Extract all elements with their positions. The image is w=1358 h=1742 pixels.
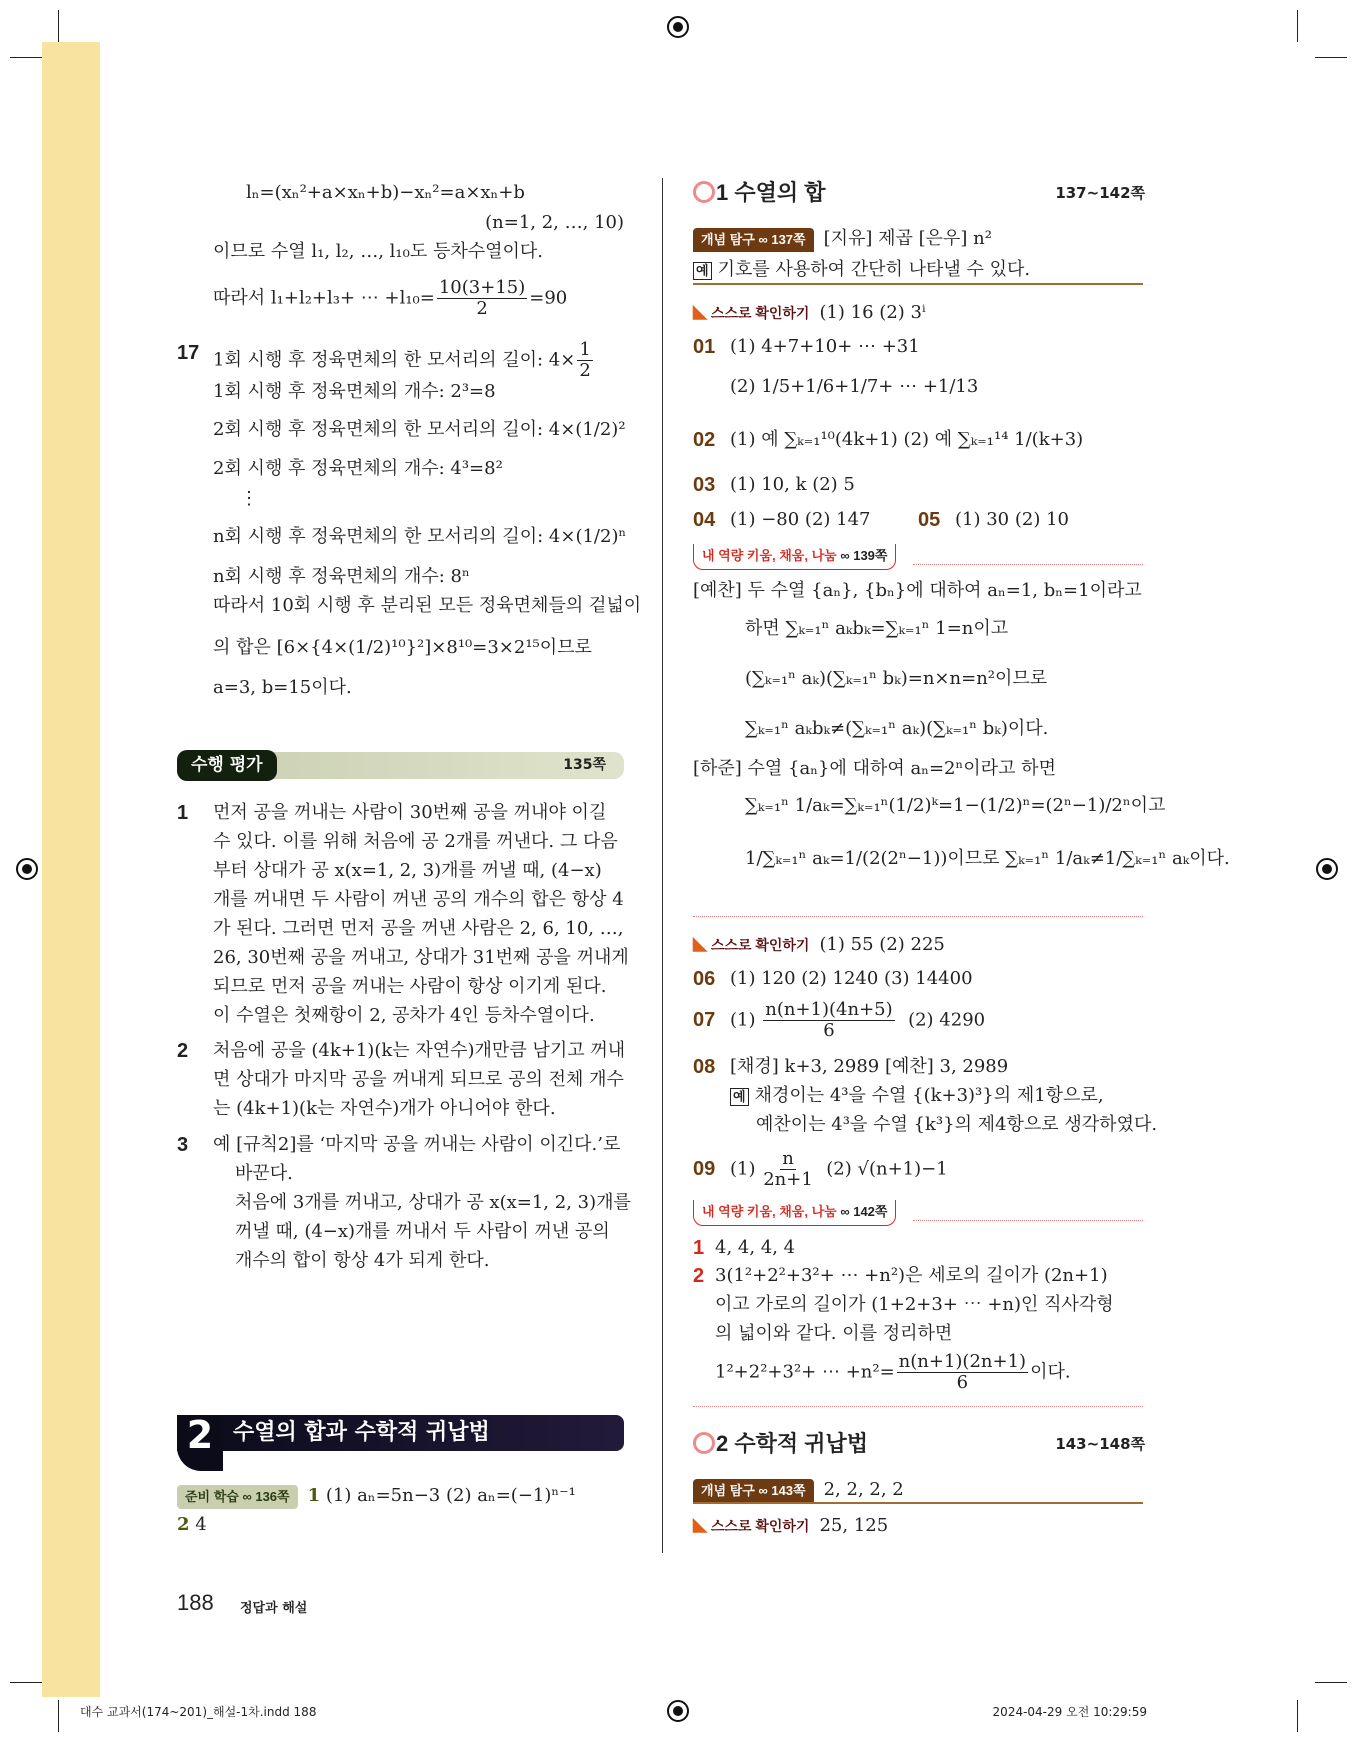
self-check	[693, 932, 945, 958]
assessment-line: 가 된다. 그러면 먼저 공을 꺼낸 사람은 2, 6, 10, …,	[213, 918, 624, 939]
assessment-line: 개수의 합이 항상 4가 되게 한다.	[235, 1250, 490, 1271]
assessment-line: 부터 상대가 공 x(x=1, 2, 3)개를 꺼낼 때, (4−x)	[213, 860, 602, 881]
concept-text: 2, 2, 2, 2	[823, 1479, 904, 1500]
assessment-line: 26, 30번째 공을 꺼내고, 상대가 31번째 공을 꺼내게	[213, 947, 629, 968]
crop-mark	[1315, 57, 1347, 58]
answer-text: (1) aₙ=5n−3 (2) aₙ=(−1)ⁿ⁻¹	[325, 1485, 576, 1506]
assessment-line: 먼저 공을 꺼내는 사람이 30번째 공을 꺼내야 이길	[213, 802, 607, 823]
sum-prefix: 따라서 l₁+l₂+l₃+ ⋯ +l₁₀=	[213, 287, 435, 309]
question-number: 09	[693, 1158, 716, 1180]
competency-line: (∑ₖ₌₁ⁿ aₖ)(∑ₖ₌₁ⁿ bₖ)=n×n=n²이므로	[745, 668, 1048, 689]
vertical-ellipsis: ⋮	[240, 488, 258, 509]
sum-result: =90	[529, 287, 568, 309]
section-title	[693, 1429, 868, 1459]
section-pages: 137~142쪽	[1055, 184, 1145, 202]
competency-box-header	[693, 1200, 1143, 1230]
competency-page: ∞ 139쪽	[840, 548, 888, 563]
question-number: 2	[177, 1040, 189, 1062]
q17-line: 1회 시행 후 정육면체의 개수: 2³=8	[213, 381, 496, 402]
q17-line: n회 시행 후 정육면체의 한 모서리의 길이: 4×(1/2)ⁿ	[213, 526, 627, 547]
competency-label: 내 역량 키움, 채움, 나눔	[702, 1204, 837, 1219]
assessment-line: 수 있다. 이를 위해 처음에 공 2개를 꺼낸다. 그 다음	[213, 831, 618, 852]
dotted-line	[913, 1220, 1143, 1221]
competency-box-header	[693, 544, 1143, 574]
example-badge: 예	[693, 262, 712, 280]
answer	[730, 1083, 1104, 1109]
q17-line: 따라서 10회 시행 후 분리된 모든 정육면체들의 겉넓이	[213, 595, 642, 616]
page-number: 188	[177, 1590, 214, 1615]
assessment-line: 면 상대가 마지막 공을 꺼내게 되므로 공의 전체 개수	[213, 1069, 624, 1090]
q17-line: 2회 시행 후 정육면체의 개수: 4³=8²	[213, 458, 503, 479]
competency-line: [예찬] 두 수열 {aₙ}, {bₙ}에 대하여 aₙ=1, bₙ=1이라고	[693, 580, 1142, 601]
assessment-line: 는 (4k+1)(k는 자연수)개가 아니어야 한다.	[213, 1098, 556, 1119]
registration-mark-icon	[16, 858, 38, 880]
assessment-line: 바꾼다.	[235, 1163, 293, 1184]
assessment-line: 꺼낼 때, (4−x)개를 꺼내서 두 사람이 꺼낸 공의	[235, 1221, 610, 1242]
denominator: 6	[823, 1020, 835, 1041]
question-number: 02	[693, 429, 716, 451]
column-divider	[662, 178, 663, 1553]
ln-range: (n=1, 2, …, 10)	[485, 212, 624, 233]
competency-label: 내 역량 키움, 채움, 나눔	[702, 548, 837, 563]
crop-mark	[10, 57, 42, 58]
q17-line: 의 합은 [6×{4×(1/2)¹⁰}²]×8¹⁰=3×2¹⁵이므로	[213, 637, 592, 658]
section-page: 135쪽	[563, 757, 606, 773]
margin-color-strip	[42, 42, 100, 1697]
assessment-line: 개를 꺼내면 두 사람이 꺼낸 공의 개수의 합은 항상 4	[213, 889, 624, 910]
competency-line: [하준] 수열 {aₙ}에 대하여 aₙ=2ⁿ이라고 하면	[693, 758, 1056, 779]
underline	[693, 283, 1143, 285]
crop-mark	[58, 1700, 59, 1732]
dotted-line	[693, 1406, 1143, 1407]
q17-line	[213, 340, 595, 381]
part-label: (1)	[730, 1158, 756, 1180]
answer: (2) 1/5+1/6+1/7+ ⋯ +1/13	[730, 376, 979, 397]
denominator: 2	[579, 360, 591, 381]
assessment-line: 이 수열은 첫째항이 2, 공차가 4인 등차수열이다.	[213, 1005, 595, 1026]
competency-page: ∞ 142쪽	[840, 1204, 888, 1219]
part-answer: (2) 4290	[908, 1009, 986, 1031]
equation-lhs: 1²+2²+3²+ ⋯ +n²=	[715, 1361, 895, 1383]
fraction	[577, 340, 592, 381]
equation-end: 이다.	[1030, 1361, 1071, 1383]
assessment-line: 예 [규칙2]를 ‘마지막 공을 꺼내는 사람이 이긴다.’로	[213, 1134, 621, 1155]
registration-mark-icon	[667, 1700, 689, 1722]
question-number: 03	[693, 474, 716, 496]
numerator: n(n+1)(2n+1)	[898, 1351, 1027, 1372]
example-text: 기호를 사용하여 간단히 나타낼 수 있다.	[717, 259, 1031, 280]
competency-line: 하면 ∑ₖ₌₁ⁿ aₖbₖ=∑ₖ₌₁ⁿ 1=n이고	[745, 618, 1009, 639]
footer-timestamp: 2024-04-29 오전 10:29:59	[992, 1705, 1147, 1719]
answer: 이고 가로의 길이가 (1+2+3+ ⋯ +n)인 직사각형	[715, 1294, 1114, 1315]
section-title-text: 2 수학적 귀납법	[716, 1431, 868, 1456]
numerator: 10(3+15)	[438, 277, 526, 298]
answer	[730, 1000, 985, 1041]
question-number: 17	[177, 342, 200, 364]
crop-mark	[1315, 1682, 1347, 1683]
question-number: 06	[693, 968, 716, 990]
section-title	[693, 178, 825, 208]
fraction	[763, 1000, 894, 1041]
fraction	[897, 1352, 1028, 1393]
self-check-text: 스스로 확인하기	[710, 305, 810, 321]
answer: 4, 4, 4, 4	[715, 1237, 796, 1258]
answer: (1) 120 (2) 1240 (3) 14400	[730, 968, 973, 989]
denominator: 2	[476, 298, 488, 319]
underline	[693, 1502, 1143, 1504]
self-check-answer: (1) 55 (2) 225	[819, 934, 945, 955]
answer-text: 채경이는 4³을 수열 {(k+3)³}의 제1항으로,	[754, 1085, 1104, 1106]
part-label: (1)	[730, 1009, 756, 1031]
question-number: 1	[693, 1237, 705, 1259]
question-number: 07	[693, 1009, 716, 1031]
denominator: 6	[956, 1372, 969, 1393]
answer-text: 4	[195, 1514, 207, 1535]
numerator: 1	[579, 339, 591, 360]
answer-number: 1	[307, 1485, 321, 1506]
check-arrow-icon: ◣	[693, 305, 707, 321]
answer: (1) 30 (2) 10	[955, 509, 1069, 530]
assessment-line: 되므로 먼저 공을 꺼내는 사람이 항상 이기게 된다.	[213, 976, 607, 997]
question-number: 1	[177, 802, 189, 824]
answer: [채경] k+3, 2989 [예찬] 3, 2989	[730, 1056, 1009, 1077]
self-check-answer: (1) 16 (2) 3ⁱ	[819, 302, 926, 323]
self-check-answer: 25, 125	[819, 1515, 889, 1536]
q17-line: 2회 시행 후 정육면체의 한 모서리의 길이: 4×(1/2)²	[213, 419, 626, 440]
sum-line	[213, 278, 567, 319]
fraction	[437, 278, 527, 319]
prep-tag: 준비 학습 ∞ 136쪽	[177, 1485, 298, 1509]
part-answer: (2) √(n+1)−1	[826, 1158, 948, 1180]
q17-text: 1회 시행 후 정육면체의 한 모서리의 길이: 4×	[213, 349, 576, 371]
chapter-number: 2	[177, 1415, 223, 1471]
question-number: 04	[693, 509, 716, 531]
circle-icon	[693, 181, 715, 203]
answer-number: 2	[177, 1514, 190, 1535]
section-title-text: 1 수열의 합	[716, 180, 826, 205]
assessment-line: 처음에 공을 (4k+1)(k는 자연수)개만큼 남기고 꺼내	[213, 1040, 626, 1061]
concept-example	[693, 257, 1030, 283]
prep-line	[177, 1483, 576, 1509]
crop-mark	[1297, 1700, 1298, 1732]
performance-assessment-bar	[177, 752, 624, 779]
q17-line: n회 시행 후 정육면체의 개수: 8ⁿ	[213, 566, 470, 587]
registration-mark-icon	[667, 16, 689, 38]
concept-line	[693, 226, 992, 252]
section-tag: 수행 평가	[177, 750, 277, 781]
crop-mark	[58, 10, 59, 42]
example-badge: 예	[730, 1088, 749, 1106]
check-arrow-icon: ◣	[693, 937, 707, 953]
concept-tag: 개념 탐구 ∞ 137쪽	[693, 228, 814, 252]
self-check-label	[693, 937, 809, 953]
question-number: 3	[177, 1134, 189, 1156]
competency-line: ∑ₖ₌₁ⁿ 1/aₖ=∑ₖ₌₁ⁿ(1/2)ᵏ=1−(1/2)ⁿ=(2ⁿ−1)/2ⁿ이고	[745, 795, 1166, 816]
self-check-text: 스스로 확인하기	[710, 1518, 810, 1534]
self-check-text: 스스로 확인하기	[710, 937, 810, 953]
competency-tag	[693, 1200, 896, 1226]
self-check	[693, 1513, 888, 1539]
answer	[715, 1352, 1071, 1393]
dotted-line	[913, 564, 1143, 565]
answer: 의 넓이와 같다. 이를 정리하면	[715, 1323, 953, 1344]
question-number: 05	[918, 509, 941, 531]
arith-statement: 이므로 수열 l₁, l₂, …, l₁₀도 등차수열이다.	[213, 241, 544, 262]
dotted-line	[693, 916, 1143, 917]
competency-line: 1/∑ₖ₌₁ⁿ aₖ=1/(2(2ⁿ−1))이므로 ∑ₖ₌₁ⁿ 1/aₖ≠1/∑ₖ₌₁ⁿ aₖ이다.	[745, 848, 1230, 869]
concept-tag: 개념 탐구 ∞ 143쪽	[693, 1479, 814, 1503]
self-check	[693, 300, 926, 326]
crop-mark	[10, 1682, 42, 1683]
answer: 3(1²+2²+3²+ ⋯ +n²)은 세로의 길이가 (2n+1)	[715, 1265, 1108, 1286]
question-number: 08	[693, 1056, 716, 1078]
crop-mark	[1297, 10, 1298, 42]
circle-icon	[693, 1432, 715, 1454]
answer: (1) −80 (2) 147	[730, 509, 871, 530]
concept-text: [지유] 제곱 [은우] n²	[823, 228, 992, 249]
answer: 예찬이는 4³을 수열 {k³}의 제4항으로 생각하였다.	[756, 1114, 1158, 1135]
answer	[730, 1149, 948, 1190]
concept-line	[693, 1477, 904, 1503]
chapter-banner	[177, 1413, 624, 1457]
chapter-title: 수열의 합과 수학적 귀납법	[233, 1420, 490, 1445]
check-arrow-icon: ◣	[693, 1518, 707, 1534]
ln-equation: lₙ=(xₙ²+a×xₙ+b)−xₙ²=a×xₙ+b	[246, 182, 525, 203]
q17-line: a=3, b=15이다.	[213, 677, 352, 698]
answer: (1) 4+7+10+ ⋯ +31	[730, 336, 920, 357]
assessment-line: 처음에 3개를 꺼내고, 상대가 공 x(x=1, 2, 3)개를	[235, 1192, 631, 1213]
question-number: 01	[693, 336, 716, 358]
denominator: 2n+1	[763, 1169, 813, 1190]
competency-tag	[693, 544, 896, 570]
registration-mark-icon	[1316, 858, 1338, 880]
footer-filename: 대수 교과서(174~201)_해설-1차.indd 188	[80, 1705, 317, 1719]
page-label: 정답과 해설	[240, 1601, 308, 1616]
question-number: 2	[693, 1265, 705, 1287]
answer: (1) 예 ∑ₖ₌₁¹⁰(4k+1) (2) 예 ∑ₖ₌₁¹⁴ 1/(k+3)	[730, 429, 1084, 450]
section-pages: 143~148쪽	[1055, 1435, 1145, 1453]
competency-line: ∑ₖ₌₁ⁿ aₖbₖ≠(∑ₖ₌₁ⁿ aₖ)(∑ₖ₌₁ⁿ bₖ)이다.	[745, 718, 1049, 739]
self-check-label	[693, 1518, 809, 1534]
fraction	[763, 1149, 813, 1190]
numerator: n(n+1)(4n+5)	[765, 999, 893, 1020]
numerator: n	[782, 1148, 794, 1169]
prep-line	[177, 1512, 207, 1538]
self-check-label	[693, 305, 809, 321]
answer: (1) 10, k (2) 5	[730, 474, 855, 495]
